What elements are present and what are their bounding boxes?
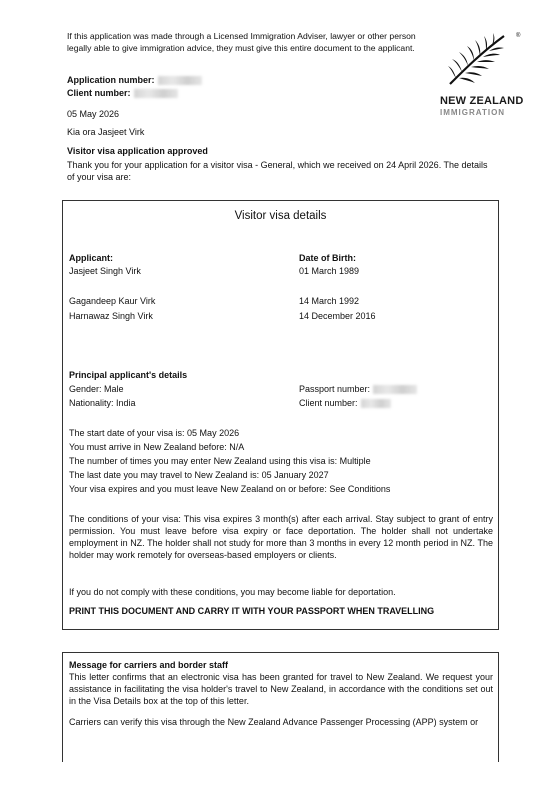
gender: Gender: Male xyxy=(69,384,124,394)
intro-text: Thank you for your application for a visitor visa - General, which we received on 24 April 2026. The details of your visa are: xyxy=(67,160,488,183)
silver-fern-icon xyxy=(442,30,512,88)
logo-line2: IMMIGRATION xyxy=(440,108,506,117)
applicant-name-3: Harnawaz Singh Virk xyxy=(69,311,153,321)
applicant-dob-3: 14 December 2016 xyxy=(299,311,376,321)
redacted-principal-client-number xyxy=(361,399,391,408)
carriers-heading: Message for carriers and border staff xyxy=(69,660,229,670)
last-travel-date: The last date you may travel to New Zealand is: 05 January 2027 xyxy=(69,470,329,480)
logo-line1: NEW ZEALAND xyxy=(440,95,524,107)
client-number xyxy=(67,87,178,99)
applicant-dob-2: 14 March 1992 xyxy=(299,296,360,306)
nationality: Nationality: India xyxy=(69,398,136,408)
redacted-application-number xyxy=(158,76,202,85)
passport-number-label: Passport number: xyxy=(299,384,371,394)
carriers-para2: Carriers can verify this visa through the New Zealand Advance Passenger Processing (APP) system or xyxy=(69,717,479,727)
dob-label: Date of Birth: xyxy=(299,253,356,263)
visa-details-box xyxy=(62,200,499,630)
registered-mark: ® xyxy=(516,33,521,39)
adviser-notice: If this application was made through a Licensed Immigration Adviser, lawyer or other person legally able to give immigration advice, they must give this entire document to the applicant. xyxy=(67,31,416,53)
applicant-name-1: Jasjeet Singh Virk xyxy=(69,266,141,276)
print-notice: PRINT THIS DOCUMENT AND CARRY IT WITH YOUR PASSPORT WHEN TRAVELLING xyxy=(69,606,435,616)
passport-number xyxy=(299,383,417,395)
nz-immigration-logo xyxy=(438,30,528,120)
visa-details-title: Visitor visa details xyxy=(234,210,327,222)
visa-start-date: The start date of your visa is: 05 May 2026 xyxy=(69,428,240,438)
applicant-label: Applicant: xyxy=(69,253,113,263)
principal-client-number-label: Client number: xyxy=(299,398,358,408)
applicant-name-2: Gagandeep Kaur Virk xyxy=(69,296,156,306)
carriers-para1: This letter confirms that an electronic visa has been granted for travel to New Zealand. We request your assistance in facilitating the visa holder's travel to New Zealand, in accordance with the conditions set out in the Visa Details box at the top of this letter. xyxy=(69,672,493,707)
application-number xyxy=(67,74,202,86)
arrive-before: You must arrive in New Zealand before: N/A xyxy=(69,442,245,452)
principal-client-number xyxy=(299,397,391,409)
entries-allowed: The number of times you may enter New Zealand using this visa is: Multiple xyxy=(69,456,371,466)
visa-expiry: Your visa expires and you must leave New Zealand on or before: See Conditions xyxy=(69,484,391,494)
applicant-dob-1: 01 March 1989 xyxy=(299,266,360,276)
visa-conditions: The conditions of your visa: This visa expires 3 month(s) after each arrival. Stay subject to grant of entry permission. You must leave before visa expiry or face deportation. The holder shall not undertake employment in NZ. The holder shall not study for more than 3 months in every 12 month period in NZ. The holder may work remotely for overseas-based employers or clients. xyxy=(69,514,493,561)
deportation-warning: If you do not comply with these conditions, you may become liable for deportation. xyxy=(69,587,396,597)
application-number-label: Application number: xyxy=(67,75,155,85)
redacted-client-number xyxy=(134,89,178,98)
letter-date: 05 May 2026 xyxy=(67,109,120,119)
carriers-box xyxy=(62,652,499,762)
approval-heading: Visitor visa application approved xyxy=(67,146,208,156)
client-number-label: Client number: xyxy=(67,88,131,98)
redacted-passport-number xyxy=(373,385,417,394)
principal-heading: Principal applicant's details xyxy=(69,370,188,380)
greeting: Kia ora Jasjeet Virk xyxy=(67,127,145,137)
